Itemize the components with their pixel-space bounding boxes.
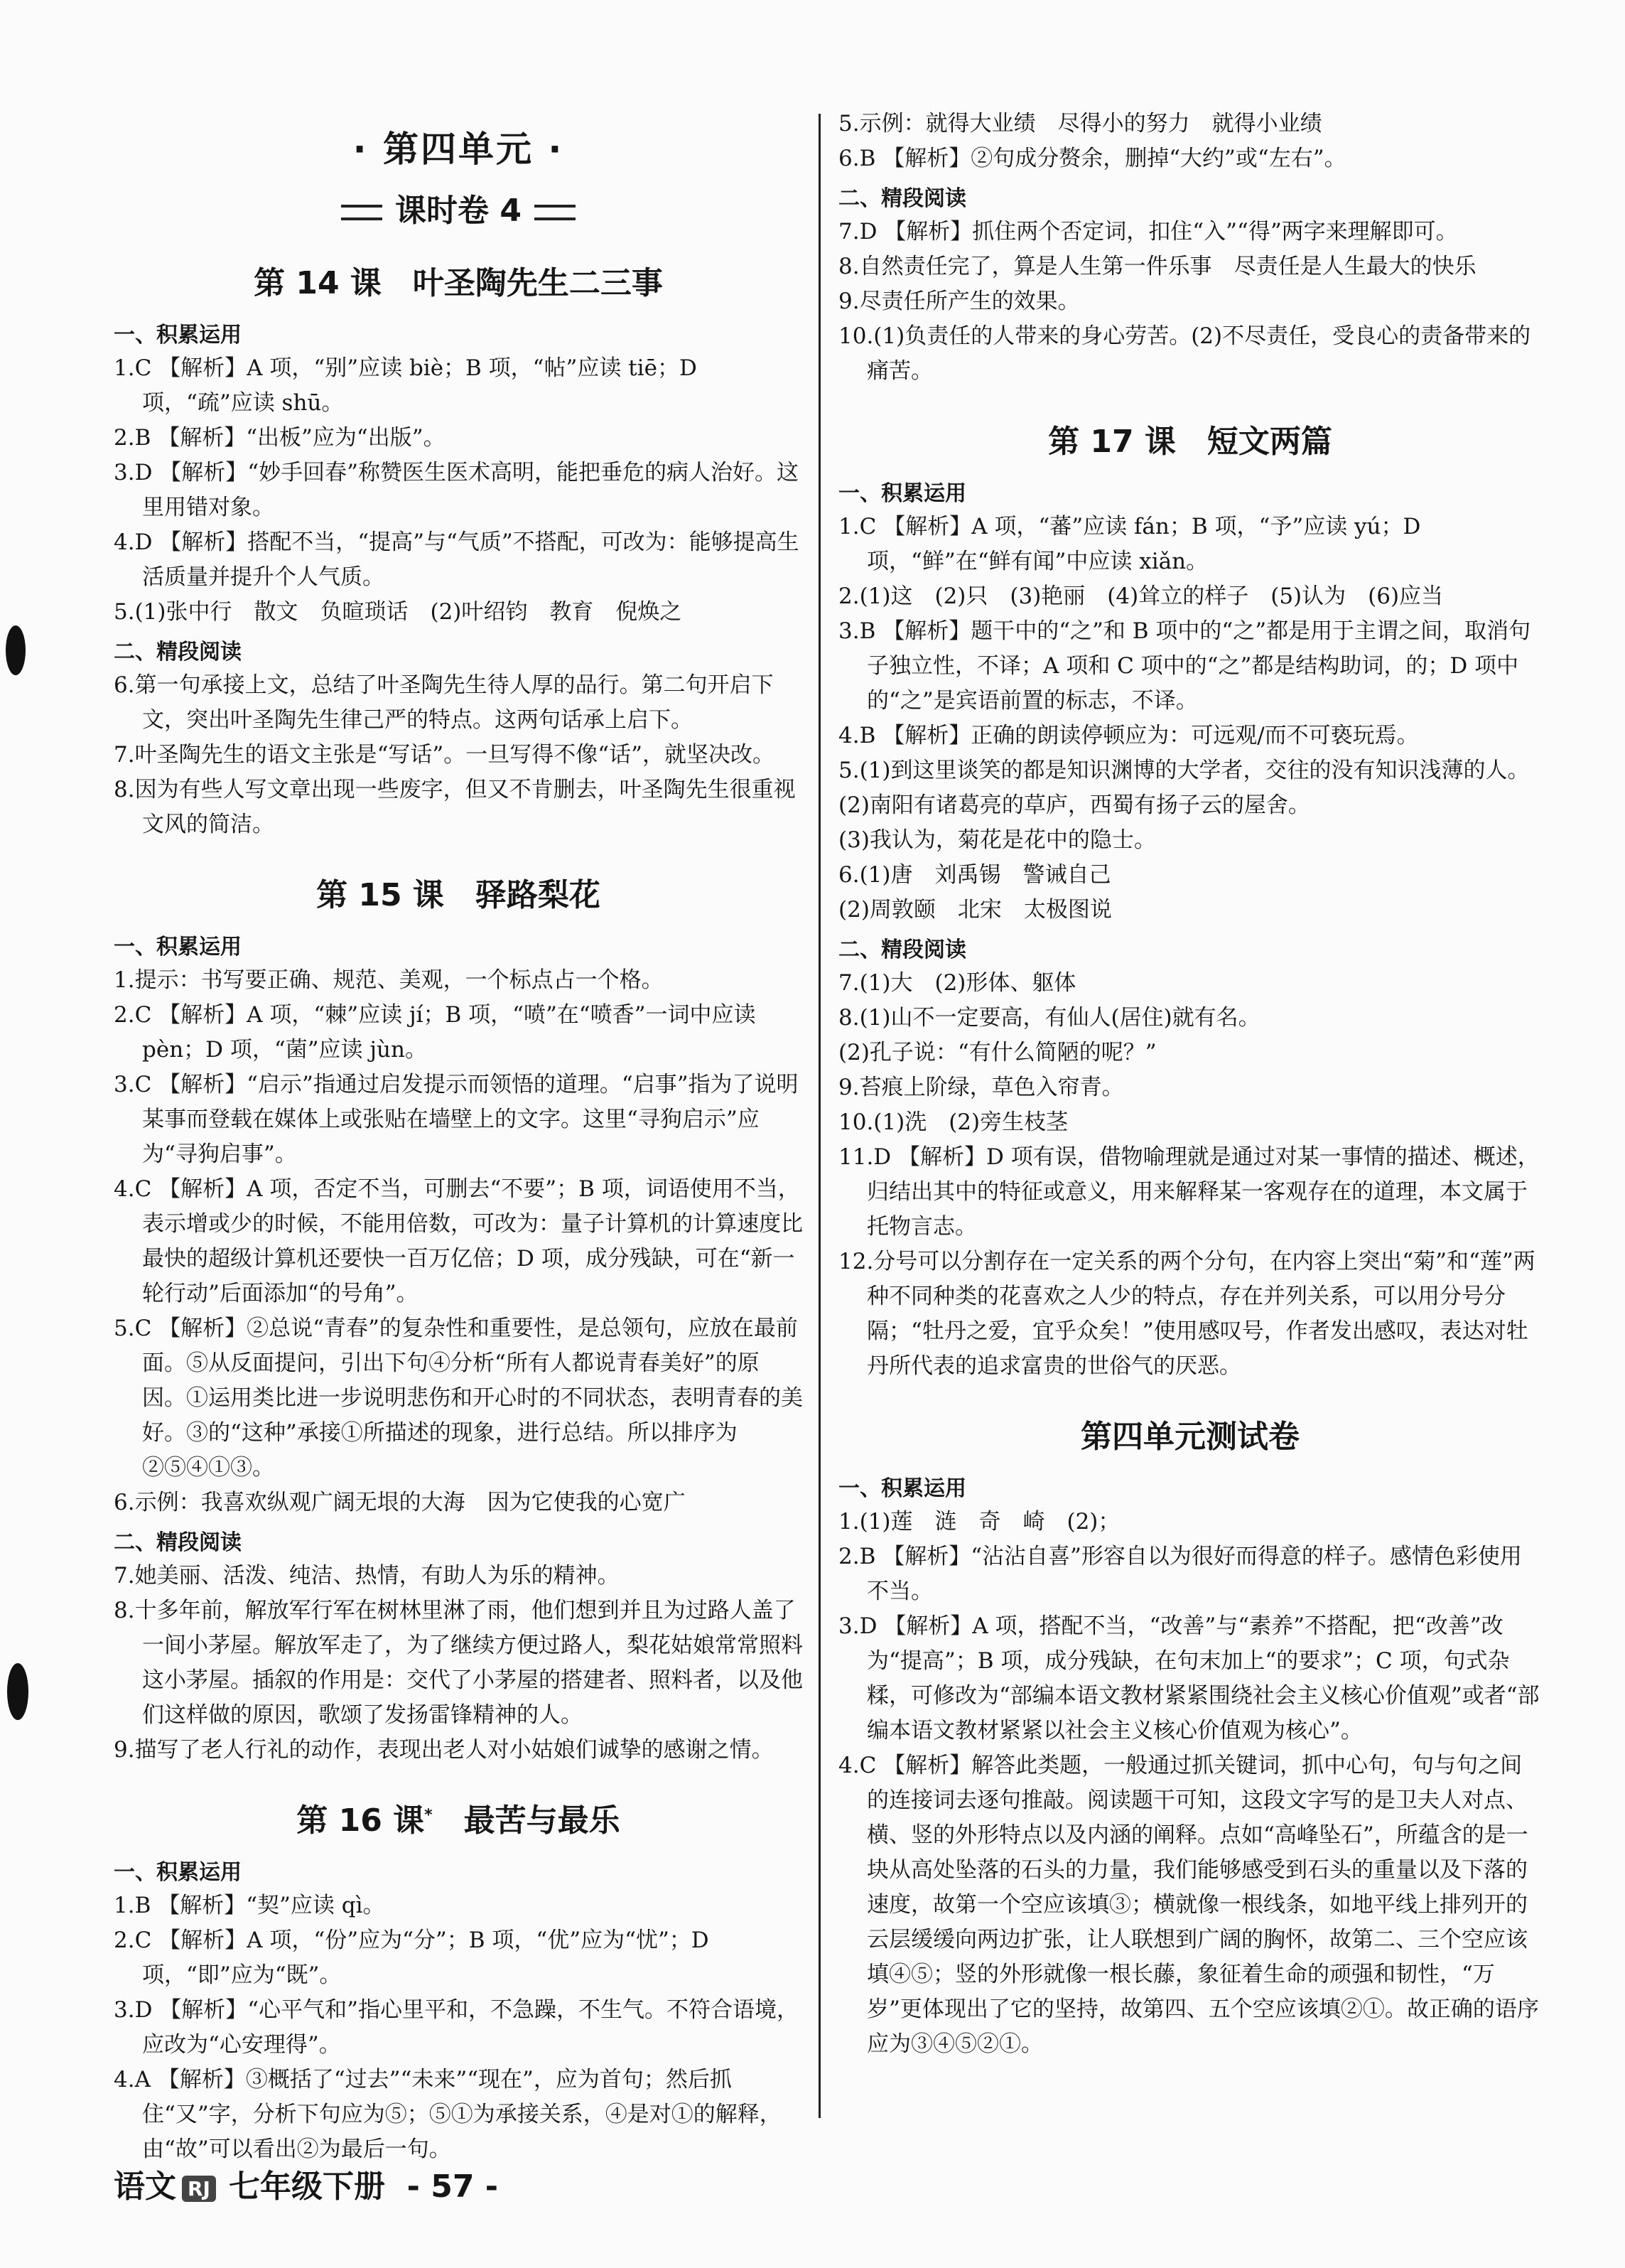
- answer-item: 1.C 【解析】A 项，“蕃”应读 fán；B 项，“予”应读 yú；D 项，“鲜”在“鲜有闻”中应读 xiǎn。: [838, 514, 1421, 574]
- answer-item: 5.(1)张中行 散文 负暄琐话 (2)叶绍钧 教育 倪焕之: [114, 599, 682, 625]
- test-title: 第四单元测试卷: [1081, 1419, 1300, 1455]
- answer-item: 12.分号可以分割存在一定关系的两个分句，在内容上突出“菊”和“莲”两种不同种类的花喜欢之人少的特点，存在并列关系，可以用分号分隔；“牡丹之爱，宜乎众矣！”使用感叹号，作者发出感叹，表达对牡丹所代表的追求富贵的世俗气的厌恶。: [838, 1249, 1535, 1379]
- answer-item: 7.D 【解析】抓住两个否定词，扣住“入”“得”两字来理解即可。: [838, 219, 1458, 244]
- right-column: [838, 0, 1542, 2062]
- lesson-title-tail: 最苦与最乐: [432, 1802, 620, 1839]
- answer-item: 3.C 【解析】“启示”指通过启发提示而领悟的道理。“启事”指为了说明某事而登载在媒体上或张贴在墙壁上的文字。这里“寻狗启示”应为“寻狗启事”。: [114, 1072, 799, 1167]
- answer-item: 2.B 【解析】“沾沾自喜”形容自以为很好而得意的样子。感情色彩使用不当。: [838, 1544, 1522, 1604]
- answer-item: (2)南阳有诸葛亮的草庐，西蜀有扬子云的屋舍。: [838, 792, 1310, 818]
- answer-item: 9.苔痕上阶绿，草色入帘青。: [838, 1075, 1124, 1100]
- answer-item: 9.尽责任所产生的效果。: [838, 289, 1080, 314]
- answer-item: 2.B 【解析】“出板”应为“出版”。: [114, 425, 446, 451]
- answer-item: 7.(1)大 (2)形体、躯体: [838, 970, 1076, 996]
- answer-item: 6.第一句承接上文，总结了叶圣陶先生待人厚的品行。第二句开启下文，突出叶圣陶先生律己严的特点。这两句话承上启下。: [114, 672, 774, 733]
- scan-mark: [6, 625, 26, 675]
- answer-item: 10.(1)洗 (2)旁生枝茎: [838, 1109, 1069, 1135]
- answer-item: 1.提示：书写要正确、规范、美观，一个标点占一个格。: [114, 967, 664, 993]
- section-heading: 一、积累运用: [114, 935, 242, 960]
- answer-item: 1.C 【解析】A 项，“别”应读 biè；B 项，“帖”应读 tiē；D 项，“疏”应读 shū。: [114, 355, 697, 416]
- answer-item: 8.自然责任完了，算是人生第一件乐事 尽责任是人生最大的快乐: [838, 254, 1476, 279]
- answer-item: (2)孔子说：“有什么简陋的呢？”: [838, 1040, 1157, 1065]
- lesson-title: 第 14 课 叶圣陶先生二三事: [254, 265, 663, 301]
- page-number: - 57 -: [406, 2168, 499, 2205]
- answer-item: 10.(1)负责任的人带来的身心劳苦。(2)不尽责任，受良心的责备带来的痛苦。: [838, 323, 1531, 384]
- answer-item: 4.C 【解析】A 项，否定不当，可删去“不要”；B 项，词语使用不当，表示增或少的时候，不能用倍数，可改为：量子计算机的计算速度比最快的超级计算机还要快一百万亿倍；D 项，成分残缺，可在“新一轮行动”后面添加“的号角”。: [114, 1176, 803, 1306]
- lesson-title: [114, 1795, 803, 1840]
- answer-item: 7.叶圣陶先生的语文主张是“写话”。一旦写得不像“话”，就坚决改。: [114, 742, 774, 768]
- answer-item: 4.A 【解析】③概括了“过去”“未来”“现在”，应为首句；然后抓住“又”字，分析下句应为⑤；⑤①为承接关系，④是对①的解释，由“故”可以看出②为最后一句。: [114, 2067, 782, 2162]
- footer-subject: 语文: [114, 2168, 176, 2205]
- answer-item: 5.示例：就得大业绩 尽得小的努力 就得小业绩: [838, 111, 1322, 136]
- answer-item: 9.描写了老人行礼的动作，表现出老人对小姑娘们诚挚的感谢之情。: [114, 1737, 774, 1763]
- answer-item: 8.(1)山不一定要高，有仙人(居住)就有名。: [838, 1005, 1260, 1031]
- section-heading: 一、积累运用: [114, 1860, 242, 1885]
- answer-item: 4.B 【解析】正确的朗读停顿应为：可远观/而不可亵玩焉。: [838, 723, 1419, 748]
- answer-item: 7.她美丽、活泼、纯洁、热情，有助人为乐的精神。: [114, 1563, 620, 1589]
- answer-item: 11.D 【解析】D 项有误，借物喻理就是通过对某一事情的描述、概述，归结出其中的特征或意义，用来解释某一客观存在的道理，本文属于托物言志。: [838, 1144, 1540, 1240]
- scan-mark: [7, 1663, 28, 1720]
- left-column: [114, 0, 803, 2205]
- answer-item: 5.(1)到这里谈笑的都是知识渊博的大学者，交往的没有知识浅薄的人。: [838, 758, 1530, 783]
- section-heading: 二、精段阅读: [114, 1530, 242, 1555]
- answer-item: 6.B 【解析】②句成分赘余，删掉“大约”或“左右”。: [838, 146, 1346, 171]
- answer-item: 3.D 【解析】“心平气和”指心里平和，不急躁，不生气。不符合语境，应改为“心安理得”。: [114, 1997, 799, 2058]
- answer-item: 3.D 【解析】A 项，搭配不当，“改善”与“素养”不搭配，把“改善”改为“提高”；B 项，成分残缺，在句末加上“的要求”；C 项，句式杂糅，可修改为“部编本语文教材紧紧围绕社会主义核心价值观”或者“部编本语文教材紧紧以社会主义核心价值观为核心”。: [838, 1613, 1540, 1743]
- answer-item: 2.C 【解析】A 项，“棘”应读 jí；B 项，“喷”在“喷香”一词中应读 pèn；D 项，“菌”应读 jùn。: [114, 1002, 756, 1063]
- answer-item: 1.(1)莲 涟 奇 崎 (2)；: [838, 1509, 1121, 1535]
- unit-subtitle: [114, 185, 803, 230]
- bars-decoration: [341, 205, 382, 220]
- answer-item: 6.示例：我喜欢纵观广阔无垠的大海 因为它使我的心宽广: [114, 1490, 686, 1515]
- page-footer: [114, 2161, 498, 2206]
- lesson-title-text: 第 16 课: [296, 1802, 425, 1839]
- footer-grade: 七年级下册: [228, 2168, 385, 2205]
- answer-item: 3.D 【解析】“妙手回春”称赞医生医术高明，能把垂危的病人治好。这里用错对象。: [114, 460, 799, 520]
- section-heading: 二、精段阅读: [114, 640, 242, 665]
- edition-badge: RJ: [182, 2176, 216, 2202]
- section-heading: 一、积累运用: [838, 481, 966, 506]
- unit-title: · 第四单元 ·: [352, 129, 564, 170]
- section-heading: 一、积累运用: [114, 323, 242, 348]
- answer-item: 5.C 【解析】②总说“青春”的复杂性和重要性，是总领句，应放在最前面。⑤从反面提问，引出下句④分析“所有人都说青春美好”的原因。①运用类比进一步说明悲伤和开心时的不同状态，表明青春的美好。③的“这种”承接①所描述的现象，进行总结。所以排序为②⑤④①③。: [114, 1316, 803, 1480]
- answer-item: 3.B 【解析】题干中的“之”和 B 项中的“之”都是用于主谓之间，取消句子独立性，不译；A 项和 C 项中的“之”都是结构助词，的；D 项中的“之”是宾语前置的标志，不译。: [838, 618, 1531, 714]
- answer-item: 4.D 【解析】搭配不当，“提高”与“气质”不搭配，可改为：能够提高生活质量并提升个人气质。: [114, 530, 799, 590]
- lesson-title: 第 15 课 驿路梨花: [316, 877, 600, 913]
- bars-decoration: [534, 205, 576, 220]
- lesson-title: 第 17 课 短文两篇: [1048, 424, 1332, 460]
- answer-item: (2)周敦颐 北宋 太极图说: [838, 897, 1112, 923]
- answer-item: 8.因为有些人写文章出现一些废字，但又不肯删去，叶圣陶先生很重视文风的简洁。: [114, 777, 796, 837]
- column-divider: [819, 114, 821, 2118]
- answer-item: 4.C 【解析】解答此类题，一般通过抓关键词，抓中心句，句与句之间的连接词去逐句推敲。阅读题干可知，这段文字写的是卫夫人对点、横、竖的外形特点以及内涵的阐释。点如“高峰坠石”，所蕴含的是一块从高处坠落的石头的力量，我们能够感受到石头的重量以及下落的速度，故第一个空应该填③；横就像一根线条，如地平线上排列开的云层缓缓向两边扩张，让人联想到广阔的胸怀，故第二、三个空应该填④⑤；竖的外形就像一根长藤，象征着生命的顽强和韧性，“万岁”更体现出了它的坚持，故第四、五个空应该填②①。故正确的语序应为③④⑤②①。: [838, 1753, 1539, 2057]
- optional-mark: *: [424, 1806, 433, 1824]
- unit-subtitle-text: 课时卷 4: [395, 193, 522, 229]
- section-heading: 二、精段阅读: [838, 186, 966, 211]
- answer-item: 8.十多年前，解放军行军在树林里淋了雨，他们想到并且为过路人盖了一间小茅屋。解放军走了，为了继续方便过路人，梨花姑娘常常照料这小茅屋。插叙的作用是：交代了小茅屋的搭建者、照料者，以及他们这样做的原因，歌颂了发扬雷锋精神的人。: [114, 1598, 803, 1728]
- answer-item: 1.B 【解析】“契”应读 qì。: [114, 1893, 385, 1918]
- answer-item: 2.(1)这 (2)只 (3)艳丽 (4)耸立的样子 (5)认为 (6)应当: [838, 584, 1444, 609]
- answer-item: 6.(1)唐 刘禹锡 警诫自己: [838, 862, 1111, 888]
- answer-item: 2.C 【解析】A 项，“份”应为“分”；B 项，“优”应为“忧”；D 项，“即”应为“既”。: [114, 1928, 709, 1988]
- answer-item: (3)我认为，菊花是花中的隐士。: [838, 827, 1156, 853]
- section-heading: 二、精段阅读: [838, 937, 966, 962]
- section-heading: 一、积累运用: [838, 1476, 966, 1501]
